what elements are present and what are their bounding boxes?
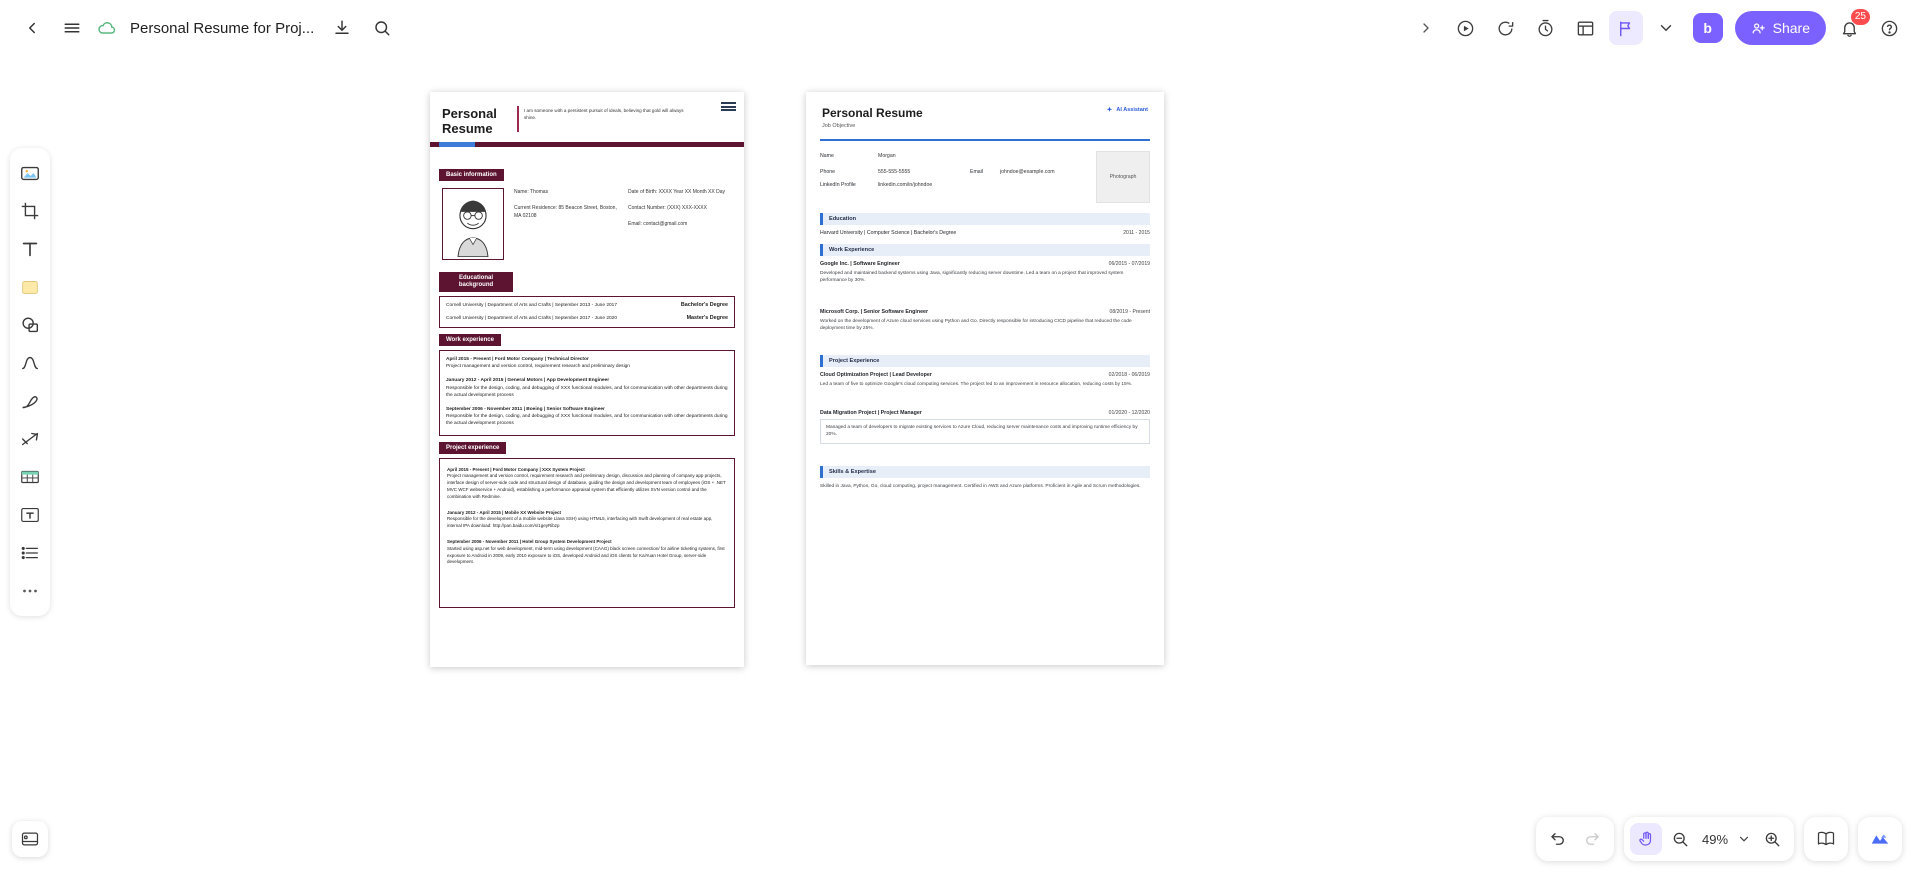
section-label-basic: Basic information (439, 169, 504, 181)
work-description: Worked on the development of Azure cloud services using Python and Go. Directly responsible for introducing CICD pipeline that reduced the code deployment time by 25%. (820, 318, 1132, 332)
work-item-head: September 2006 - November 2011 | Boeing | Senior Software Engineer (446, 407, 605, 413)
project-item-body: Responsible for the development of a mobile website Llava SSH) using HTML5, interfacing with Swift development of real estate app, internal IPA download: http://pan.baidu.com/s/1geyRibzp (447, 516, 713, 529)
editor-canvas[interactable] (0, 56, 1920, 879)
name-value: Morgan (878, 153, 896, 159)
work-row (820, 309, 1150, 315)
redo-button[interactable] (1576, 823, 1608, 855)
resume-card-right[interactable] (806, 92, 1164, 665)
work-row (820, 261, 1150, 267)
header-stripe-accent (439, 142, 475, 147)
work-item (446, 406, 728, 428)
chevron-right-icon[interactable] (1409, 11, 1443, 45)
project-description: Managed a team of developers to migrate existing services to Azure Cloud, reducing server maintenance costs and improving runtime efficiency by 20%. (820, 419, 1150, 444)
work-title: Google Inc. | Software Engineer (820, 261, 900, 267)
present-icon[interactable] (1449, 11, 1483, 45)
work-item-body: Project management and version control, requirement research and preliminary design (446, 364, 630, 370)
education-dates: 2011 - 2015 (1123, 230, 1150, 236)
pen-tool-icon[interactable] (13, 384, 47, 418)
education-box (439, 296, 735, 328)
ai-sparkle-icon (1106, 106, 1113, 113)
left-tool-rail (10, 148, 50, 616)
line-tool-icon[interactable] (13, 346, 47, 380)
resume-right-header (806, 92, 1164, 133)
work-item-head: January 2012 - April 2015 | General Motors | App Development Engineer (446, 378, 610, 384)
ai-assistant-button[interactable] (1106, 106, 1148, 113)
zoom-controls (1624, 817, 1794, 861)
notifications-button[interactable] (1832, 11, 1866, 45)
hand-tool-button[interactable] (1630, 823, 1662, 855)
back-button[interactable] (14, 10, 50, 46)
resume-left-body (430, 149, 744, 618)
zoom-out-button[interactable] (1664, 823, 1696, 855)
download-button[interactable] (324, 10, 360, 46)
ai-assistant-button[interactable] (1858, 817, 1902, 861)
phone-label: Phone (820, 169, 836, 175)
section-label-work: Work experience (439, 334, 501, 346)
cloud-sync-icon (94, 15, 120, 41)
connector-tool-icon[interactable] (13, 422, 47, 456)
skills-description: Skilled in Java, Python, Go, cloud computing, project management. Certified in AWS and Azure platforms. Proficient in Agile and Scrum methodologies. (820, 483, 1141, 489)
top-toolbar (0, 0, 1920, 56)
linkedin-value: linkedin.com/in/johndoe (878, 182, 933, 188)
share-label: Share (1772, 20, 1810, 36)
basic-information-fields (514, 188, 732, 260)
text-tool-icon[interactable] (13, 232, 47, 266)
project-item (447, 467, 727, 501)
contact-row-phone-email (820, 167, 1096, 177)
project-item (447, 539, 727, 566)
basic-information-box (439, 185, 735, 266)
project-item (447, 510, 727, 530)
notification-count-badge: 25 (1851, 9, 1870, 25)
project-title: Data Migration Project | Project Manager (820, 410, 922, 417)
photograph-placeholder: Photograph (1096, 151, 1150, 203)
section-project-experience: Project Experience (820, 355, 1150, 367)
section-project-experience (439, 442, 735, 454)
zoom-dropdown-button[interactable] (1734, 823, 1754, 855)
top-toolbar-right (1409, 11, 1920, 45)
project-dates: 01/2020 - 12/2020 (1108, 410, 1150, 417)
work-dates: 08/2019 - Present (1109, 308, 1150, 315)
timer-icon[interactable] (1529, 11, 1563, 45)
shape-tool-icon[interactable] (13, 308, 47, 342)
project-item-body: Started using asp.net for web development, mid-term using development (CAAG) black screen connection/ for airline ticketing systems, first exposure to Android in 2009, early 2010 exposure to iOS, developed Android and iOS clients for KaiYuan Hotel Group, server-side development. (447, 545, 725, 565)
history-controls (1536, 817, 1614, 861)
education-row (446, 302, 728, 310)
project-experience-box (439, 458, 735, 608)
resume-left-header (430, 92, 744, 149)
field-birth: Date of Birth: XXXX Year XX Month XX Day (628, 189, 725, 195)
work-item (446, 377, 728, 399)
section-label-project: Project experience (439, 442, 506, 454)
work-dates: 06/2015 - 07/2019 (1108, 261, 1150, 267)
project-item-head: April 2015 - Present | Ford Motor Company | XXX System Project (447, 466, 585, 472)
education-row (820, 230, 1150, 236)
avatar (442, 188, 504, 260)
project-item-body: Project management and version control, requirement research and preliminary design, discussion and planning of company app projects, interface design of server-side code and structural design of database, guiding the design and development team of employees (iOS + .NET MVC WCF webservice + Android), establishing a performance appraisal system that efficiently utilizes SVN version control and the combination with Redmine. (447, 473, 726, 499)
contact-row-linkedin (820, 180, 1096, 190)
resume-left-title: Personal Resume (442, 106, 497, 136)
flag-icon[interactable] (1609, 11, 1643, 45)
list-tool-icon[interactable] (13, 536, 47, 570)
crop-tool-icon[interactable] (13, 194, 47, 228)
contact-row-name (820, 151, 1096, 161)
contact-block (820, 147, 1150, 205)
sticky-note-tool-icon[interactable] (13, 270, 47, 304)
work-item-head: April 2015 - Present | Ford Motor Company | Technical Director (446, 357, 589, 362)
section-work-experience (439, 334, 735, 346)
section-work-experience: Work Experience (820, 244, 1150, 256)
page-view-button[interactable] (1804, 817, 1848, 861)
project-row (820, 372, 1150, 378)
section-skills: Skills & Expertise (820, 466, 1150, 478)
email-value: johndoe@example.com (1000, 169, 1055, 175)
layers-panel-button[interactable] (12, 821, 48, 857)
work-experience-box (439, 350, 735, 436)
ai-assistant-label: AI Assistant (1116, 106, 1148, 113)
zoom-level-value[interactable]: 49% (1701, 831, 1729, 847)
share-button[interactable] (1735, 11, 1826, 45)
header-divider (517, 106, 519, 132)
resume-right-title: Personal Resume (822, 106, 923, 120)
work-item-body: Responsible for the design, coding, and debugging of XXX functional modules, and for communication with other departments during the actual development process (446, 385, 728, 398)
comment-icon[interactable] (1489, 11, 1523, 45)
field-residence: Current Residence: 85 Beacon Street, Boston, MA 02108 (514, 205, 617, 219)
template-icon[interactable] (1569, 11, 1603, 45)
project-item-head: September 2006 - November 2011 | Hotel Group System Development Project (447, 539, 612, 544)
bottom-controls (1536, 817, 1902, 861)
resume-right-body (806, 141, 1164, 509)
resume-right-subtitle: Job Objective (822, 123, 856, 129)
education-detail: Cornell University | Department of Arts and Crafts | September 2017 - June 2020 (446, 315, 617, 321)
text-box-tool-icon[interactable] (13, 498, 47, 532)
resume-left-tagline: I am someone with a persistent pursuit of ideals, believing that gold will always shine. (524, 108, 684, 120)
chevron-down-icon[interactable] (1649, 11, 1683, 45)
zoom-in-button[interactable] (1756, 823, 1788, 855)
education-detail: Harvard University | Computer Science | Bachelor's Degree (820, 230, 957, 236)
document-title[interactable]: Personal Resume for Proj... (130, 19, 315, 37)
decorative-lines-icon (721, 102, 736, 113)
share-user-icon (1751, 21, 1766, 36)
project-row (820, 410, 1150, 416)
help-button[interactable] (1872, 11, 1906, 45)
project-title: Cloud Optimization Project | Lead Developer (820, 371, 932, 378)
education-degree: Master's Degree (686, 314, 728, 321)
work-item (446, 356, 728, 370)
section-basic-information (439, 169, 735, 181)
education-degree: Bachelor's Degree (680, 302, 728, 308)
header-stripe (430, 142, 744, 147)
work-title: Microsoft Corp. | Senior Software Engineer (820, 308, 929, 315)
education-row (446, 315, 728, 323)
work-item-body: Responsible for the design, coding, and debugging of XXX functional modules, and for communication with other departments during the actual development process (446, 414, 728, 427)
project-description: Led a team of five to optimize Google's cloud computing services. The project led to an improvement in resource allocation, reducing costs by 15%. (820, 381, 1133, 387)
project-dates: 02/2018 - 06/2019 (1108, 371, 1150, 378)
table-tool-icon[interactable] (13, 460, 47, 494)
search-button[interactable] (364, 10, 400, 46)
field-email: Email: contact@gmail.com (628, 221, 688, 227)
linkedin-label: LinkedIn Profile (820, 182, 856, 188)
email-label: Email (970, 169, 983, 175)
section-label-education: Educational background (439, 272, 513, 292)
name-label: Name (820, 153, 834, 159)
undo-button[interactable] (1542, 823, 1574, 855)
field-name: Name: Thomas (514, 189, 549, 195)
field-contact: Contact Number: (XXX) XXX-XXXX (628, 205, 707, 211)
menu-button[interactable] (54, 10, 90, 46)
education-detail: Cornell University | Department of Arts and Crafts | September 2013 - June 2017 (446, 303, 617, 308)
image-tool-icon[interactable] (13, 156, 47, 190)
section-education: Education (820, 213, 1150, 225)
more-tools-icon[interactable] (13, 574, 47, 608)
top-toolbar-left (0, 10, 400, 46)
section-educational-background (439, 272, 735, 292)
phone-value: 555-555-5555 (878, 169, 911, 175)
brand-badge[interactable]: b (1693, 13, 1723, 43)
resume-card-left[interactable] (430, 92, 744, 667)
project-item-head: January 2012 - April 2015 | Mobile XX Website Project (447, 509, 562, 515)
work-description: Developed and maintained backend systems using Java, significantly reducing server downtime. Led a team on a project that improved system performance by 30%. (820, 271, 1124, 284)
